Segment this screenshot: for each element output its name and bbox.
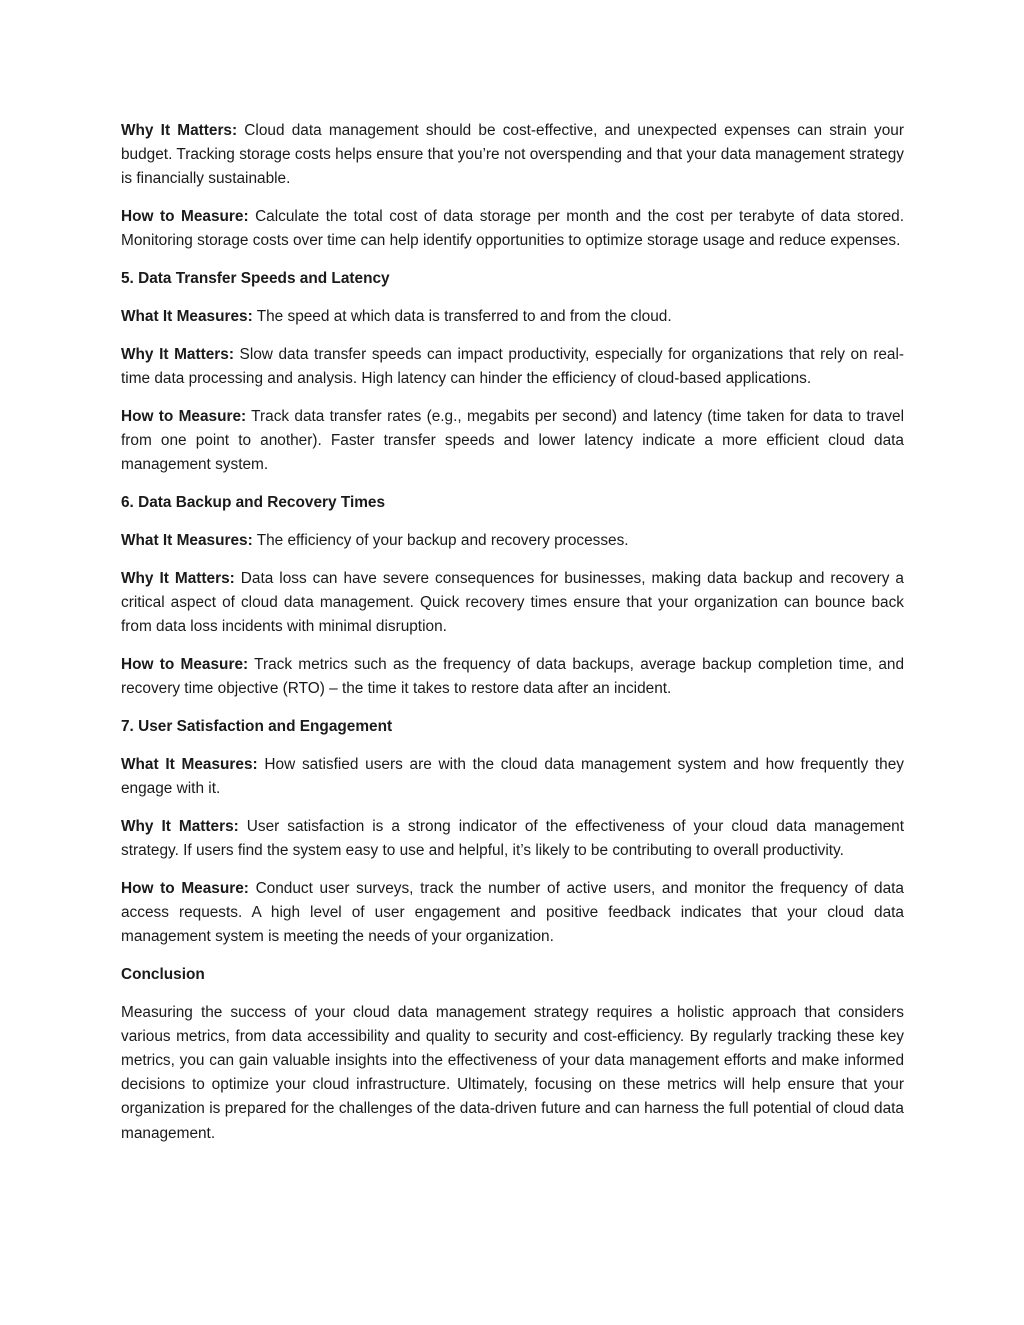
section-heading-satisfaction: 7. User Satisfaction and Engagement	[121, 717, 393, 735]
paragraph-label: How to Measure:	[121, 655, 249, 673]
paragraph-backup-how	[121, 653, 904, 701]
paragraph-backup-what	[121, 529, 904, 553]
paragraph-text: The speed at which data is transferred to and from the cloud.	[252, 308, 672, 325]
paragraph-storage-how	[121, 205, 904, 253]
paragraph-label: Why It Matters:	[121, 122, 238, 139]
paragraph-label: Why It Matters:	[121, 569, 235, 587]
paragraph-satisfaction-how	[121, 877, 904, 950]
paragraph-text: Measuring the success of your cloud data management strategy requires a holistic approach that considers various metrics, from data accessibility and quality to security and cost-efficiency. By regularly tracking these key metrics, you can gain valuable insights into the effectiveness of your data management efforts and make informed decisions to optimize your cloud infrastructure. Ultimately, focusing on these metrics will help ensure that your organization is prepared for the challenges of the data-driven future and can harness the full potential of cloud data management.	[121, 1003, 904, 1142]
paragraph-satisfaction-what	[121, 753, 904, 801]
paragraph-label: How to Measure:	[121, 208, 249, 226]
paragraph-transfer-what	[121, 305, 904, 329]
paragraph-transfer-why	[121, 343, 904, 391]
paragraph-text: Conduct user surveys, track the number of active users, and monitor the frequency of data access requests. A high level of user engagement and positive feedback indicates that your cloud data management system is meeting the needs of your organization.	[121, 879, 904, 945]
paragraph-text: Data loss can have severe consequences for businesses, making data backup and recovery a critical aspect of cloud data management. Quick recovery times ensure that your organization can bounce back from data loss incidents with minimal disruption.	[121, 569, 904, 635]
paragraph-conclusion	[121, 1001, 904, 1146]
paragraph-text: Track metrics such as the frequency of data backups, average backup completion time, and recovery time objective (RTO) – the time it takes to restore data after an incident.	[121, 655, 904, 697]
paragraph-label: How to Measure:	[121, 407, 247, 425]
section-heading-transfer: 5. Data Transfer Speeds and Latency	[121, 270, 390, 288]
paragraph-storage-why	[121, 119, 904, 192]
section-heading-conclusion: Conclusion	[121, 965, 205, 983]
paragraph-transfer-how	[121, 405, 904, 478]
paragraph-label: Why It Matters:	[121, 345, 234, 363]
paragraph-text: User satisfaction is a strong indicator of the effectiveness of your cloud data management strategy. If users find the system easy to use and helpful, it’s likely to be contributing to overall productivity.	[121, 817, 905, 859]
paragraph-text: Slow data transfer speeds can impact productivity, especially for organizations that rely on real-time data processing and analysis. High latency can hinder the efficiency of cloud-based applications.	[121, 345, 904, 387]
paragraph-label: What It Measures:	[121, 531, 253, 549]
paragraph-text: The efficiency of your backup and recovery processes.	[252, 531, 629, 549]
paragraph-label: What It Measures:	[121, 308, 253, 325]
paragraph-text: Calculate the total cost of data storage per month and the cost per terabyte of data stored. Monitoring storage costs over time can help identify opportunities to optimize storage usage and reduce expenses.	[121, 208, 904, 250]
paragraph-text: Track data transfer rates (e.g., megabits per second) and latency (time taken for data to travel from one point to another). Faster transfer speeds and lower latency indicate a more efficient cloud data management system.	[121, 407, 904, 474]
section-heading-backup: 6. Data Backup and Recovery Times	[121, 494, 386, 511]
paragraph-text: How satisfied users are with the cloud data management system and how frequently they engage with it.	[121, 755, 904, 797]
paragraph-backup-why	[121, 567, 904, 640]
paragraph-label: What It Measures:	[121, 755, 258, 773]
paragraph-text: Cloud data management should be cost-effective, and unexpected expenses can strain your budget. Tracking storage costs helps ensure that you’re not overspending and that your data management strategy is financially sustainable.	[121, 122, 904, 188]
document-page	[121, 119, 904, 1159]
paragraph-satisfaction-why	[121, 815, 904, 863]
paragraph-label: How to Measure:	[121, 879, 249, 897]
paragraph-label: Why It Matters:	[121, 817, 239, 835]
